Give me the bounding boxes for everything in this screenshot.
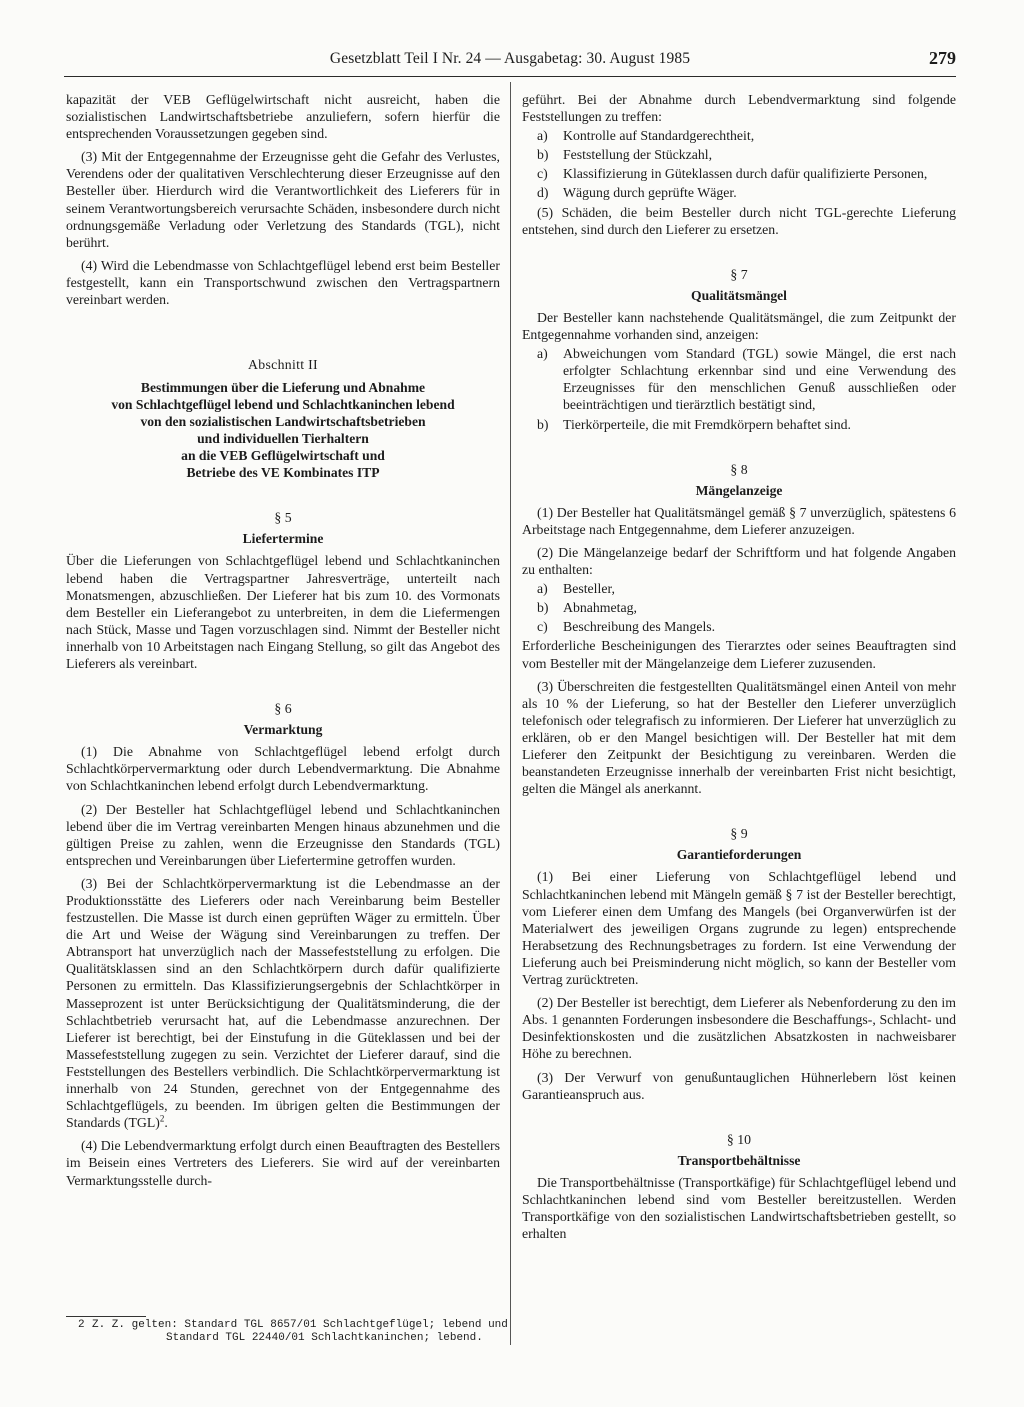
chapter-title-line: von Schlachtgeflügel lebend und Schlachtkaninchen lebend	[111, 397, 455, 413]
footnote-rule	[66, 1316, 146, 1317]
left-column	[66, 91, 500, 1189]
paragraph: Der Besteller kann nachstehende Qualitätsmängel, die zum Zeitpunkt der Entgegennahme vorhanden sind, anzeigen:	[522, 309, 956, 343]
section-heading: Mängelanzeige	[695, 482, 783, 498]
paragraph: (1) Bei einer Lieferung von Schlachtgeflügel lebend und Schlachtkaninchen lebend mit Mängeln gemäß § 7 ist der Besteller berechtigt, vom Lieferer einen dem Umfang des Mangels (bei Organverwürfen ist der Materialwert des jeweiligen Organs zugrunde zu legen) entsprechende Herabsetzung des Rechnungsbetrages zu fordern. Ist eine Verwendung der Lieferung auch bei Preisminderung nicht möglich, so kann der Besteller vom Vertrag zurücktreten.	[522, 869, 956, 988]
list-item	[522, 599, 956, 616]
paragraph: (5) Schäden, die beim Besteller durch nicht TGL-gerechte Lieferung entstehen, sind durch den Lieferer zu ersetzen.	[522, 204, 956, 237]
paragraph	[66, 875, 500, 1131]
list-letter: a)	[537, 581, 548, 597]
paragraph-text: (3) Bei der Schlachtkörpervermarktung ist die Lebendmasse an der Produktionsstätte des Lieferers oder nach Vereinbarung beim Besteller festzustellen. Die Masse ist durch einen geprüften Wäger zu ermitteln. Über die Art und Weise der Wägung sind Vereinbarungen zu treffen. Der Abtransport hat unverzüglich nach der Massefeststellung zu erfolgen. Die Qualitätsklassen sind an den Schlachtkörpern durch dafür qualifizierte Personen zu ermitteln. Das Klassifizierungsergebnis der Schlachtkörper in Masseprozent ist unter Berücksichtigung der Qualitätsminderung, die der Schlachtbetrieb verursacht hat, auf die Lebendmasse anzurechnen. Der Lieferer ist berechtigt, bei der Einstufung in die Güteklassen und bei der Massefeststellung zugegen zu sein. Verzichtet der Lieferer darauf, sind die Feststellungen des Bestellers verbindlich. Die Schlachtkörpervermarktung ist innerhalb von 24 Stunden, gerechnet von der Entgegennahme des Schlachtgeflügels, zu beenden. Im übrigen gelten die Bestimmungen der Standards (TGL)	[66, 875, 500, 1131]
list-item	[522, 618, 956, 635]
right-column	[522, 91, 956, 1242]
chapter-title	[66, 379, 500, 481]
list-letter: c)	[537, 166, 548, 182]
page-number: 279	[929, 48, 956, 68]
footnote-line: Standard TGL 22440/01 Schlachtkaninchen; lebend.	[166, 1332, 483, 1344]
footnote	[78, 1319, 508, 1345]
paragraph: (3) Überschreiten die festgestellten Qualitätsmängel einen Anteil von mehr als 10 % der Lieferung, so hat der Besteller den Lieferer unverzüglich telefonisch oder telegrafisch zu informieren. Der Lieferer hat unverzüglich zu erklären, ob er den Mangel besichtigen will. Der Besteller hat mit dem Lieferer den Zeitpunkt der Besichtigung zu vereinbaren. Werden die beanstandeten Erzeugnisse innerhalb der vereinbarten Frist nicht besichtigt, gelten die Mängel als anerkannt.	[522, 678, 956, 797]
chapter-title-line: Betriebe des VE Kombinates ITP	[186, 465, 380, 481]
section-heading: Qualitätsmängel	[691, 287, 787, 303]
chapter-title-line: von den sozialistischen Landwirtschaftsbetrieben	[140, 414, 426, 430]
list-item	[522, 416, 956, 433]
list-item	[522, 146, 956, 163]
paragraph: kapazität der VEB Geflügelwirtschaft nicht ausreicht, haben die sozialistischen Landwirtschaftsbetriebe anzuliefern, sofern hierfür die entsprechenden Voraussetzungen gegeben sind.	[66, 92, 500, 142]
list-item	[522, 165, 956, 182]
list-text: Abweichungen vom Standard (TGL) sowie Mängel, die erst nach erfolgter Schlachtung erkennbar sind und eine Verwendung des Erzeugnisses für den menschlichen Genuß ausschließen oder beeinträchtigen und tierärztlich bestätigt sind,	[563, 346, 956, 413]
list-text: Beschreibung des Mangels.	[563, 619, 716, 635]
list-letter: a)	[537, 128, 548, 144]
footnote-line: Z. Z. gelten: Standard TGL 8657/01 Schlachtgeflügel; lebend und	[92, 1319, 508, 1331]
paragraph: (4) Wird die Lebendmasse von Schlachtgeflügel lebend erst beim Besteller festgestellt, kann ein Transportschwund zwischen den Vertragspartnern vereinbart werden.	[66, 257, 500, 308]
list-letter: b)	[537, 416, 549, 432]
list-text: Wägung durch geprüfte Wäger.	[563, 185, 737, 201]
running-title: Gesetzblatt Teil I Nr. 24 — Ausgabetag: 30. August 1985	[329, 50, 691, 67]
section-number: § 6	[274, 701, 292, 717]
enumeration-list	[522, 580, 956, 635]
paragraph: (2) Die Mängelanzeige bedarf der Schriftform und hat folgende Angaben zu enthalten:	[522, 544, 956, 578]
enumeration-list	[522, 127, 956, 201]
list-item	[522, 345, 956, 413]
list-text: Klassifizierung in Güteklassen durch dafür qualifizierte Personen,	[563, 166, 928, 182]
paragraph: (1) Die Abnahme von Schlachtgeflügel lebend erfolgt durch Schlachtkörpervermarktung oder durch Lebendvermarktung. Die Abnahme von Schlachtkaninchen lebend erfolgt durch Lebendvermarktung.	[66, 744, 500, 794]
footnote-mark: 2	[78, 1319, 85, 1331]
section-number: § 9	[730, 826, 748, 842]
section-heading: Transportbehältnisse	[677, 1152, 801, 1168]
page-header	[64, 48, 956, 78]
paragraph: Die Transportbehältnisse (Transportkäfige) für Schlachtgeflügel lebend und Schlachtkaninchen lebend sind vom Besteller bereitzustellen. Werden Transportkäfige von den sozialistischen Landwirtschaftsbetrieben gestellt, so erhalten	[522, 1174, 956, 1242]
list-letter: c)	[537, 619, 548, 635]
list-item	[522, 127, 956, 144]
chapter-title-line: und individuellen Tierhaltern	[197, 431, 369, 447]
paragraph: (2) Der Besteller hat Schlachtgeflügel lebend und Schlachtkaninchen lebend über die im Vertrag vereinbarten Mengen hinaus abzunehmen und die gültigen Preise zu zahlen, wenn die Erzeugnisse den Standards (TGL) entsprechen und Vereinbarungen über Liefertermine getroffen wurden.	[66, 801, 500, 868]
footnote-reference: 2	[159, 1113, 165, 1124]
list-text: Abnahmetag,	[563, 600, 637, 616]
list-text: Feststellung der Stückzahl,	[563, 147, 713, 163]
paragraph: geführt. Bei der Abnahme durch Lebendvermarktung sind folgende Feststellungen zu treffen:	[522, 92, 956, 125]
section-number: § 5	[274, 510, 292, 526]
paragraph: (4) Die Lebendvermarktung erfolgt durch einen Beauftragten des Bestellers im Beisein eines Vertreters des Lieferers. Sie wird auf der vereinbarten Vermarktungsstelle durch-	[66, 1138, 500, 1188]
paragraph: Erforderliche Bescheinigungen des Tierarztes oder seines Beauftragten sind vom Besteller mit der Mängelanzeige dem Lieferer zuzusenden.	[522, 638, 956, 671]
section-heading: Garantieforderungen	[676, 847, 802, 863]
list-letter: b)	[537, 147, 549, 163]
section-heading: Vermarktung	[243, 722, 323, 738]
section-number: § 8	[730, 461, 748, 477]
list-item	[522, 184, 956, 201]
paragraph: (3) Mit der Entgegennahme der Erzeugnisse geht die Gefahr des Verlustes, Verendens oder der qualitativen Verschlechterung dieser Erzeugnisse auf den Besteller über. Hierdurch wird die Verantwortlichkeit des Lieferers für in seinem Verantwortungsbereich verursachte Schäden, insbesondere durch nicht ordnungsgemäße Verladung oder Verletzung des Standards (TGL), nicht berührt.	[66, 149, 500, 250]
column-separator	[510, 82, 511, 1345]
list-letter: d)	[537, 185, 549, 201]
enumeration-list	[522, 345, 956, 432]
list-letter: a)	[537, 346, 548, 362]
chapter-title-line: an die VEB Geflügelwirtschaft und	[181, 448, 385, 464]
list-text: Kontrolle auf Standardgerechtheit,	[563, 128, 755, 144]
paragraph-end: .	[164, 1115, 168, 1131]
list-letter: b)	[537, 600, 549, 616]
paragraph: (3) Der Verwurf von genußuntauglichen Hühnerlebern löst keinen Garantieanspruch aus.	[522, 1069, 956, 1102]
section-number: § 7	[730, 266, 748, 282]
header-rule	[64, 76, 956, 77]
list-text: Besteller,	[563, 581, 615, 597]
section-heading: Liefertermine	[242, 531, 324, 547]
chapter-title-line: Bestimmungen über die Lieferung und Abnahme	[140, 380, 426, 396]
list-text: Tierkörperteile, die mit Fremdkörpern behaftet sind.	[563, 416, 852, 432]
paragraph: Über die Lieferungen von Schlachtgeflügel lebend und Schlachtkaninchen lebend haben die Vertragspartner Jahresverträge, unterteilt nach Monatsmengen, abzuschließen. Der Lieferer hat bis zum 10. des Vormonats dem Besteller ein Lieferangebot zu unterbreiten, in dem die Liefermengen nach Stück, Masse und Tagen vorzuschlagen sind. Nimmt der Besteller nicht innerhalb von 10 Arbeitstagen nach Eingang Stellung, so gilt das Angebot des Lieferers als vereinbart.	[66, 553, 500, 671]
list-item	[522, 580, 956, 597]
section-number: § 10	[726, 1131, 752, 1147]
paragraph: (2) Der Besteller ist berechtigt, dem Lieferer als Nebenforderung zu den im Abs. 1 genannten Forderungen insbesondere die Beschaffungs-, Schlacht- und Desinfektionskosten und die zusätzlichen Absatzkosten in nachweisbarer Höhe zu berechnen.	[522, 995, 956, 1062]
paragraph: (1) Der Besteller hat Qualitätsmängel gemäß § 7 unverzüglich, spätestens 6 Arbeitstage nach Entgegennahme, dem Lieferer anzuzeigen.	[522, 504, 956, 537]
chapter-label: Abschnitt II	[248, 357, 318, 373]
